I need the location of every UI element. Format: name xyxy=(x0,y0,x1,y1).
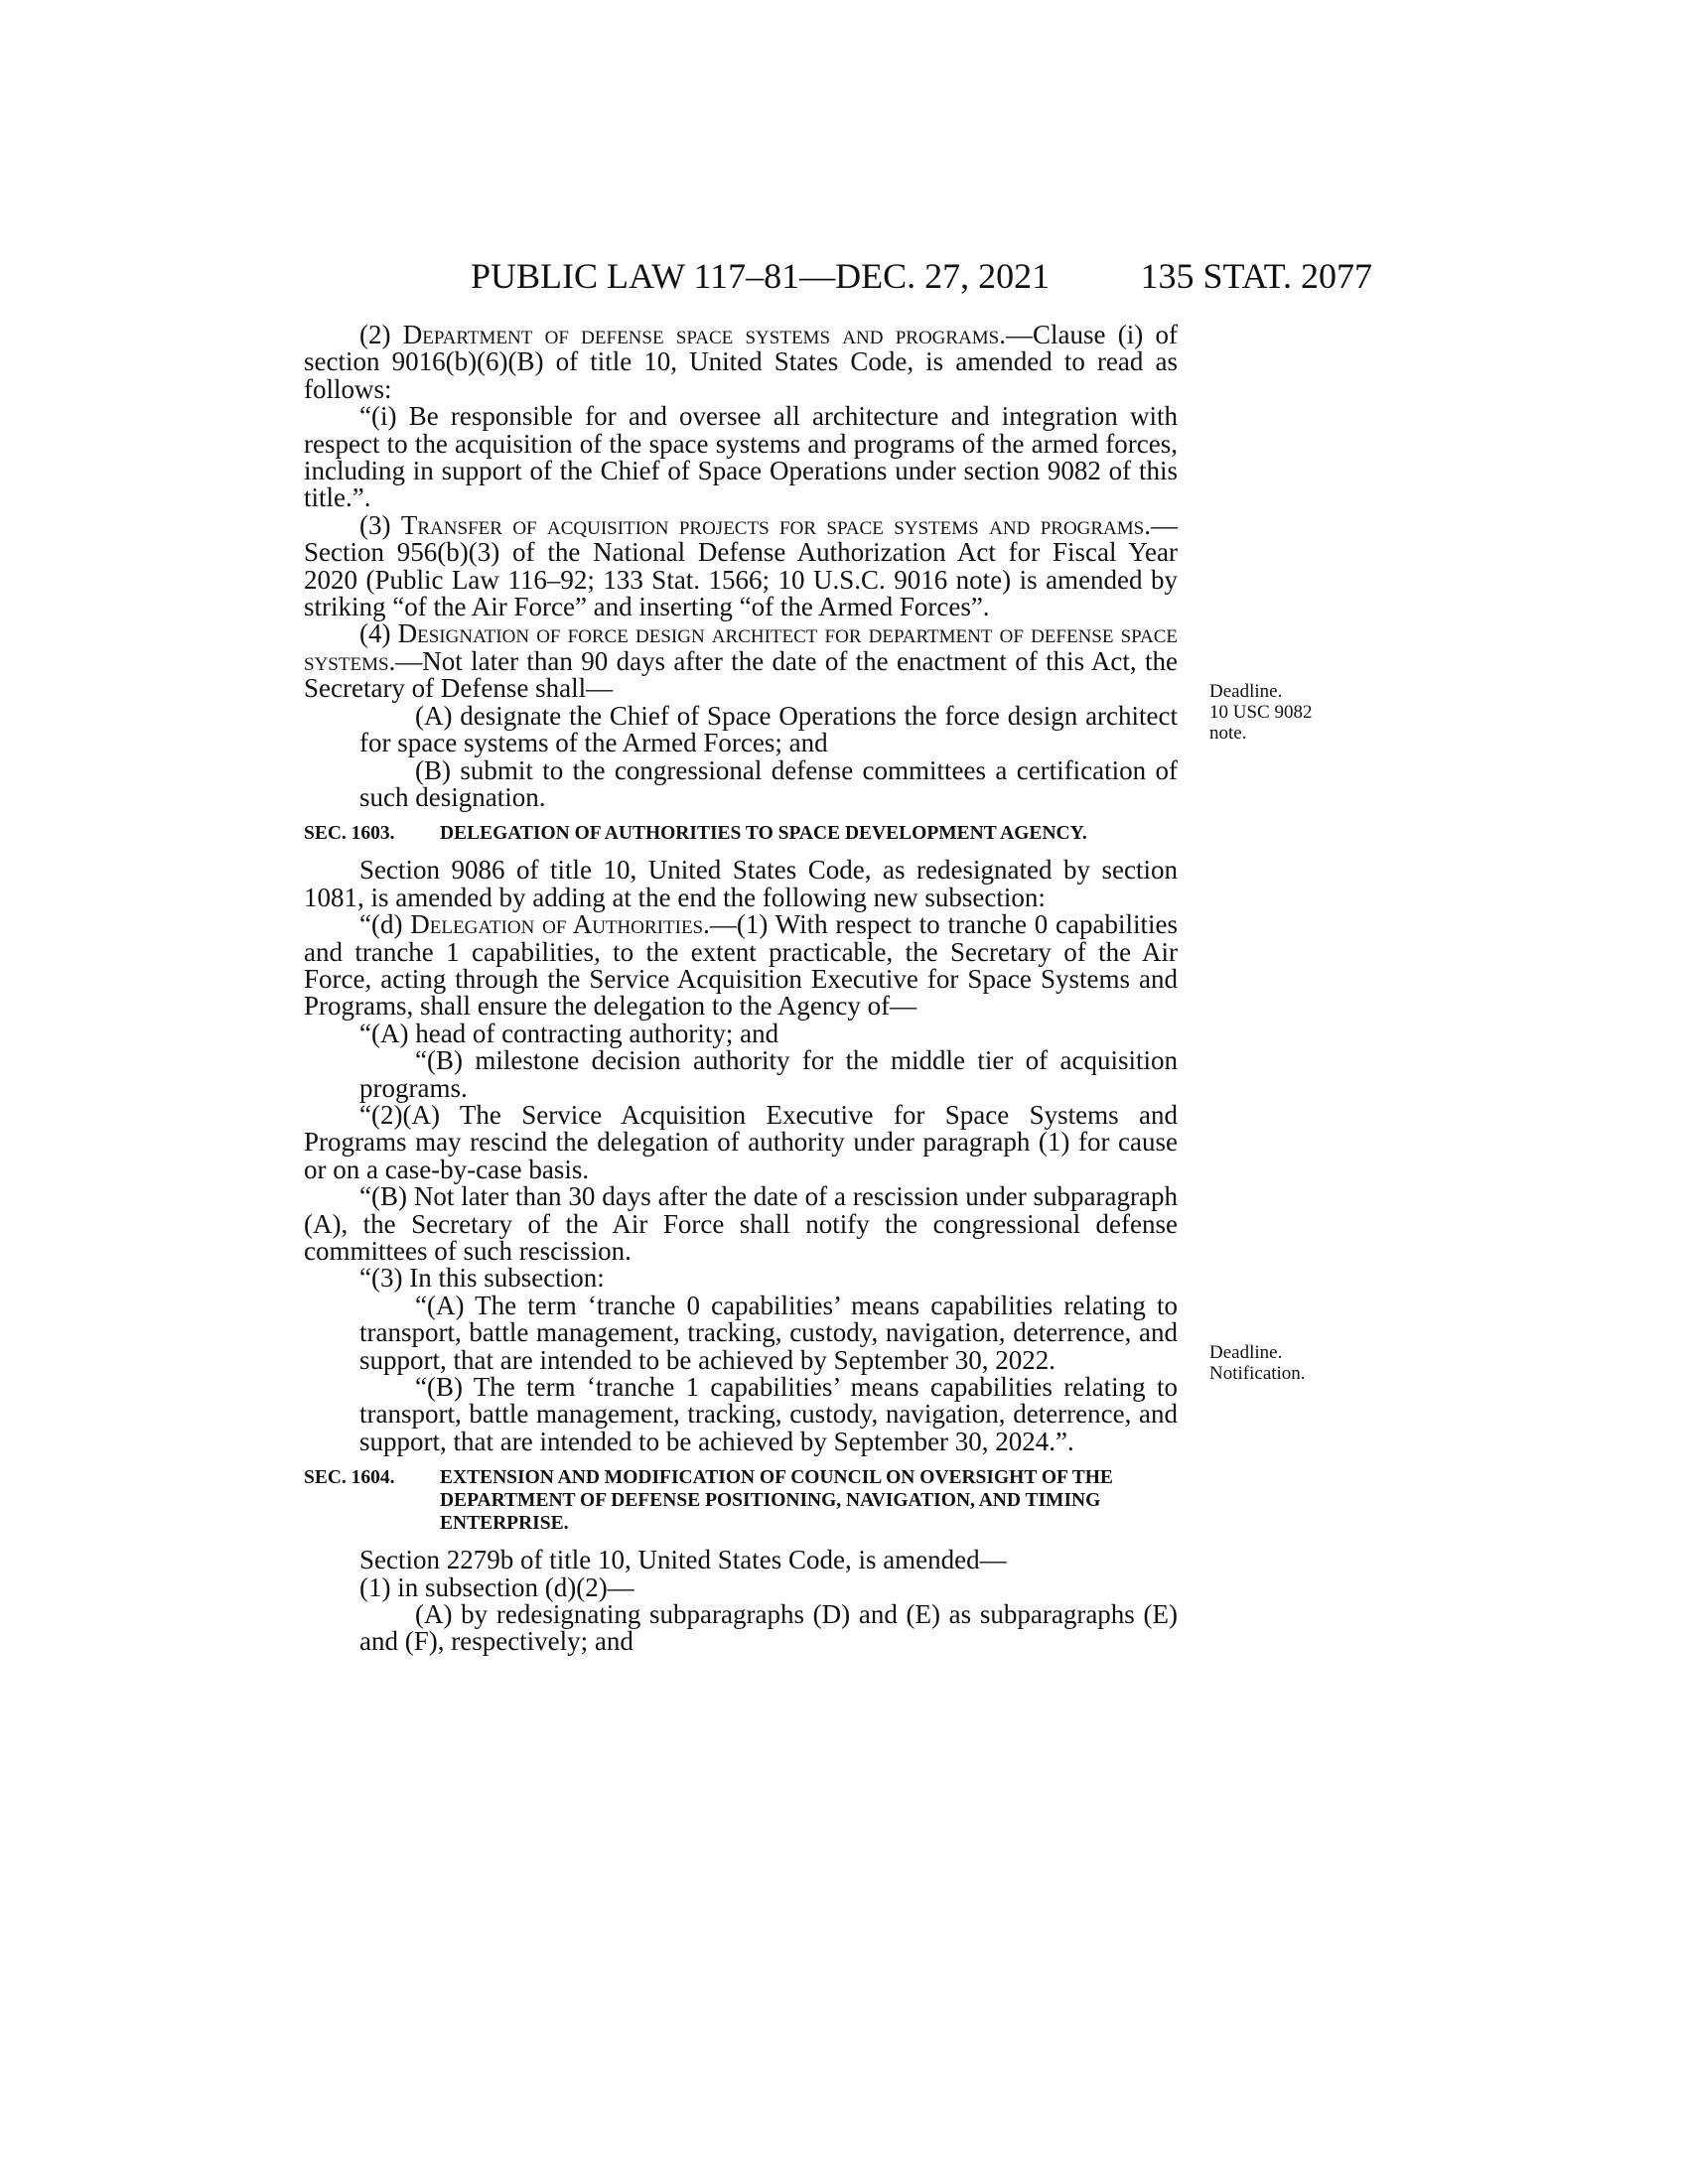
margin-note-line: note. xyxy=(1209,723,1247,744)
section-title: DELEGATION OF AUTHORITIES TO SPACE DEVELOPMENT AGENCY. xyxy=(440,823,1087,845)
section-1604-item-1-a: (A) by redesignating subparagraphs (D) and (E) as subparagraphs (E) and (F), respectively; and xyxy=(359,1599,1178,1657)
paragraph-3 xyxy=(304,509,1178,622)
section-1604-item-1: (1) in subsection (d)(2)— xyxy=(359,1571,634,1602)
clause-d3: “(3) In this subsection: xyxy=(359,1263,605,1294)
subsection-prefix: “(d) xyxy=(359,909,411,940)
clause-d1-b: “(B) milestone decision authority for the middle tier of acquisition programs. xyxy=(359,1045,1178,1103)
subsection-heading: Delegation of Authorities. xyxy=(410,909,710,940)
paragraph-number: (4) xyxy=(359,618,398,649)
paragraph-4 xyxy=(304,620,1178,702)
section-1603-intro: Section 9086 of title 10, United States Code, as redesignated by section 1081, is amended by adding at the end the following new subsection: xyxy=(304,855,1178,912)
paragraph-text: —Not later than 90 days after the date of the enactment of this Act, the Secretary of Defense shall— xyxy=(304,645,1178,704)
margin-note-line: Deadline. xyxy=(1209,1342,1283,1363)
section-heading-1603 xyxy=(304,822,1178,845)
paragraph-number: (3) xyxy=(359,509,401,540)
running-head-page-number: 135 STAT. 2077 xyxy=(1140,256,1372,296)
section-1604-intro: Section 2279b of title 10, United States Code, is amended— xyxy=(359,1545,1007,1575)
running-head-citation: PUBLIC LAW 117–81—DEC. 27, 2021 xyxy=(471,256,1051,296)
margin-note-deadline-2 xyxy=(1209,1342,1338,1384)
paragraph-text: —Clause (i) of section 9016(b)(6)(B) of title 10, United States Code, is amended to read as follows: xyxy=(304,320,1178,404)
margin-note-line: 10 USC 9082 xyxy=(1209,702,1313,723)
subsection-d xyxy=(304,911,1178,1021)
subparagraph-a: (A) designate the Chief of Space Operations the force design architect for space systems of the Armed Forces; and xyxy=(359,700,1178,758)
paragraph-text: —Section 956(b)(3) of the National Defense Authorization Act for Fiscal Year 2020 (Public Law 116–92; 133 Stat. 1566; 10 U.S.C. 9016 note) is amended by striking “of the Air Force” and inserting “of the Armed Forces”. xyxy=(304,509,1178,622)
clause-d2-a: “(2)(A) The Service Acquisition Executive for Space Systems and Programs may rescind the delegation of authority under paragraph (1) for cause or on a case-by-case basis. xyxy=(304,1099,1178,1184)
subsection-text: —(1) With respect to tranche 0 capabilities and tranche 1 capabilities, to the extent practicable, the Secretary of the Air Force, acting through the Service Acquisition Executive for Space Systems and Programs, shall ensure the delegation to the Agency of— xyxy=(304,909,1179,1022)
margin-note-deadline-1 xyxy=(1209,681,1338,744)
paragraph-heading: Department of defense space systems and programs. xyxy=(402,320,1006,349)
running-head xyxy=(0,252,1688,300)
paragraph-2 xyxy=(304,322,1178,403)
clause-d1-a: “(A) head of contracting authority; and xyxy=(359,1018,779,1048)
section-number: SEC. 1603. xyxy=(304,823,395,845)
paragraph-heading: Transfer of acquisition projects for space systems and programs. xyxy=(400,509,1151,540)
clause-d2-b: “(B) Not later than 30 days after the date of a rescission under subparagraph (A), the Secretary of the Air Force shall notify the congressional defense committees of such rescission. xyxy=(304,1181,1178,1266)
document-body xyxy=(304,322,1178,1656)
paragraph-number: (2) xyxy=(359,320,403,349)
margin-note-line: Notification. xyxy=(1209,1363,1306,1384)
margin-note-line: Deadline. xyxy=(1209,681,1283,702)
quoted-clause: “(i) Be responsible for and oversee all architecture and integration with respect to the acquisition of the space systems and programs of the armed forces, including in support of the Chief of Space Operations under section 9082 of this title.”. xyxy=(304,401,1178,513)
subparagraph-b: (B) submit to the congressional defense committees a certification of such designation. xyxy=(359,754,1178,812)
clause-d3-a: “(A) The term ‘tranche 0 capabilities’ means capabilities relating to transport, battle management, tracking, custody, navigation, deterrence, and support, that are intended to be achieved by September 30, 2022. xyxy=(359,1290,1178,1375)
section-heading-1604 xyxy=(304,1466,1178,1535)
section-title: EXTENSION AND MODIFICATION OF COUNCIL ON OVERSIGHT OF THE DEPARTMENT OF DEFENSE POSITIONING, NAVIGATION, AND TIMING ENTERPRISE. xyxy=(440,1467,1113,1535)
clause-d3-b: “(B) The term ‘tranche 1 capabilities’ means capabilities relating to transport, battle management, tracking, custody, navigation, deterrence, and support, that are intended to be achieved by September 30, 2024.”. xyxy=(359,1372,1178,1456)
section-number: SEC. 1604. xyxy=(304,1467,395,1489)
paragraph-heading: Designation of force design architect for department of defense space systems. xyxy=(304,618,1178,676)
